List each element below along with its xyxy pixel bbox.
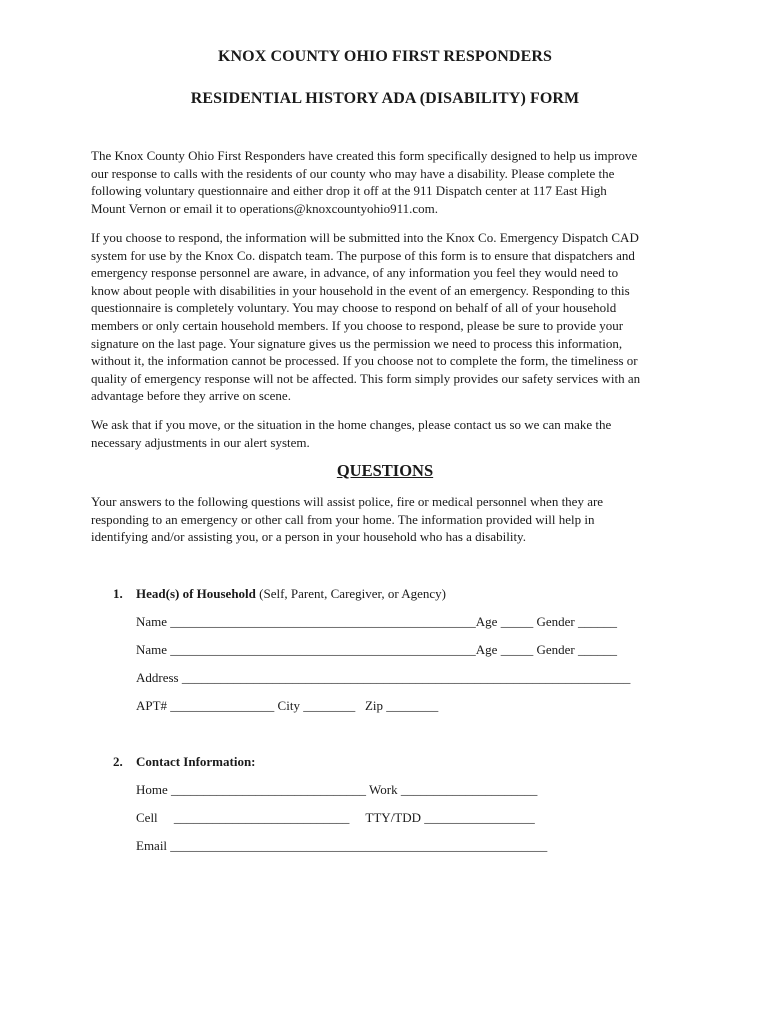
item-2-heading (136, 754, 256, 770)
item-2-number: 2. (113, 754, 123, 769)
address-field[interactable]: Address _____________________________________________________________________ (136, 670, 631, 685)
intro-paragraph-2: If you choose to respond, the information will be submitted into the Knox Co. Emergency Dispatch CAD system for use by the Knox Co. dispatch team. The purpose of this form is to ensure that dispatchers and emergency response personnel are aware, in advance, of any information you feel they would need to know about people with disabilities in your household in the event of an emergency. Responding to this questionnaire is completely voluntary. You may choose to respond on behalf of all of your household members or only certain household members. If you choose to respond, please be sure to provide your signature on the last page. Your signature gives us the permission we need to process this information, without it, the information cannot be processed. If you choose not to complete the form, the timeliness or quality of emergency response will not be affected. This form simply provides our safety services with an advantage before they arrive on scene. (91, 230, 641, 404)
head-of-household-1-field[interactable]: Name _______________________________________________Age _____ Gender ______ (136, 614, 617, 629)
item-1-label: Head(s) of Household (136, 586, 256, 601)
item-1-number: 1. (113, 586, 123, 601)
questions-intro: Your answers to the following questions will assist police, fire or medical personnel when they are responding to an emergency or other call from your home. The information provided will help in identifying and/or assisting you, or a person in your household who has a disability. (91, 494, 604, 545)
item-2-label: Contact Information: (136, 754, 256, 769)
item-1-heading (136, 586, 446, 602)
email-field[interactable]: Email __________________________________________________________ (136, 838, 548, 853)
questions-heading: QUESTIONS (336, 461, 434, 480)
apt-city-zip-field[interactable]: APT# ________________ City ________ Zip ________ (136, 698, 439, 713)
form-title-line1: KNOX COUNTY OHIO FIRST RESPONDERS (217, 48, 553, 65)
cell-tty-field[interactable]: Cell ___________________________ TTY/TDD _________________ (136, 810, 535, 825)
intro-paragraph-3: We ask that if you move, or the situation in the home changes, please contact us so we can make the necessary adjustments in our alert system. (91, 417, 612, 450)
intro-paragraph-1: The Knox County Ohio First Responders have created this form specifically designed to help us improve our response to calls with the residents of our county who may have a disability. Please complete the following voluntary questionnaire and either drop it off at the 911 Dispatch center at 117 East High Mount Vernon or email it to operations@knoxcountyohio911.com. (91, 148, 638, 216)
home-work-phone-field[interactable]: Home ______________________________ Work _____________________ (136, 782, 538, 797)
form-title-line2: RESIDENTIAL HISTORY ADA (DISABILITY) FORM (190, 90, 580, 107)
item-1-hint: (Self, Parent, Caregiver, or Agency) (255, 586, 446, 601)
head-of-household-2-field[interactable]: Name _______________________________________________Age _____ Gender ______ (136, 642, 617, 657)
